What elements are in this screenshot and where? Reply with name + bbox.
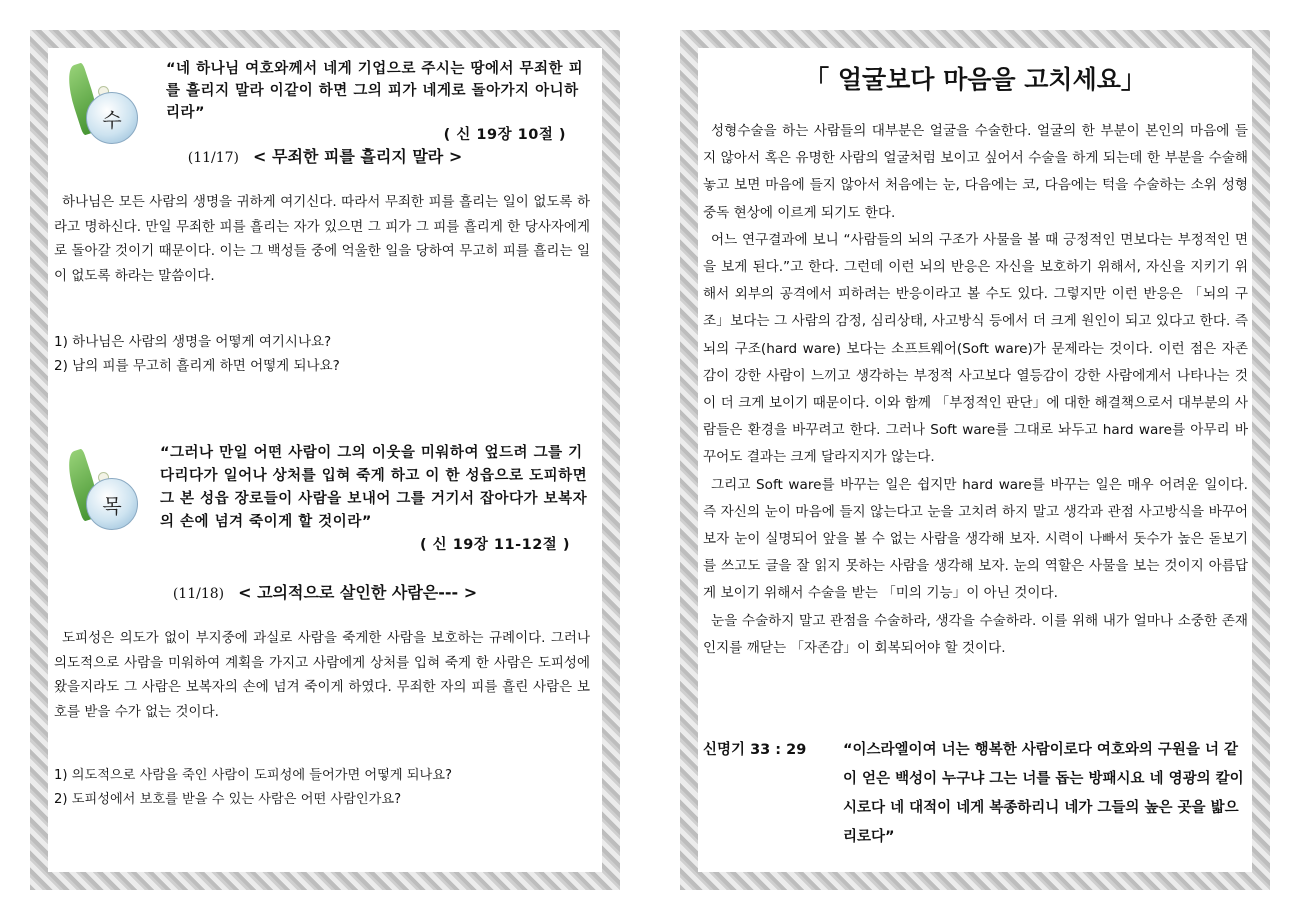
page-title: 「 얼굴보다 마음을 고치세요」 xyxy=(804,65,1146,94)
title-text: < 고의적으로 살인한 사람은--- > xyxy=(238,583,478,602)
left-page xyxy=(30,30,620,890)
right-page-content xyxy=(698,48,1252,872)
closing-verse-text: “이스라엘이여 너는 행복한 사람이로다 여호와의 구원을 너 같이 얻은 백성이 누구냐 그는 너를 돕는 방패시요 네 영광의 칼이시로다 네 대적이 네게 복종하리니 네가 그들의 높은 곳을 밟으리로다” xyxy=(843,742,1244,845)
closing-reference: 신명기 33 : 29 xyxy=(703,742,807,758)
question-item: 1) 의도적으로 사람을 죽인 사람이 도피성에 들어가면 어떻게 되나요? xyxy=(54,768,453,783)
devotion-body-1: 하나님은 모든 사람의 생명을 귀하게 여기신다. 따라서 무죄한 피를 흘리는 일이 없도록 하라고 명하신다. 만일 무죄한 피를 흘리는 자가 있으면 그 피가 그 피를 흘리게 한 당사자에게로 돌아갈 것이기 때문이다. 이는 그 백성들 중에 억울한 일을 당하여 무고히 피를 흘리는 일이 없도록 하라는 말씀이다. xyxy=(54,194,591,284)
lily-icon-friday xyxy=(62,450,142,535)
essay-body xyxy=(703,118,1248,662)
closing-verse xyxy=(703,736,1248,852)
section-title-1 xyxy=(48,144,602,167)
left-page-content xyxy=(48,48,602,872)
verse-reference: ( 신 19장 10절 ) xyxy=(443,127,566,143)
date-label: (11/18) xyxy=(172,586,225,602)
lily-icon-thursday xyxy=(62,64,142,149)
essay-paragraph: 눈을 수술하지 말고 관점을 수술하라, 생각을 수술하라. 이를 위해 내가 얼마나 소중한 존재인지를 깨닫는 「자존감」이 회복되어야 할 것이다. xyxy=(703,612,1248,656)
essay-paragraph: 어느 연구결과에 보니 “사람들의 뇌의 구조가 사물을 볼 때 긍정적인 면보다는 부정적인 면을 보게 된다.”고 한다. 그런데 이런 뇌의 반응은 자신을 보호하기 위해서, 자신을 지키기 위해서 외부의 공격에서 피하려는 반응이라고 볼 수도 있다. 그렇지만 이런 반응은 「뇌의 구조」보다는 그 사람의 감정, 심리상태, 사고방식 등에서 더 크게 원인이 되고 있다고 한다. 즉 뇌의 구조(hard ware) 보다는 소프트웨어(Soft ware)가 문제라는 것이다. 이런 점은 자존감이 강한 사람이 느끼고 생각하는 부정적 사고보다 열등감이 강한 사람에게서 나타나는 것이 더 크게 보이기 때문이다. 이와 함께 「부정적인 판단」에 대한 해결책으로서 대부분의 사람들은 환경을 바꾸려고 한다. 그러나 Soft ware를 그대로 놔두고 hard ware를 아무리 바꾸어도 결과는 크게 달라지지가 않는다. xyxy=(703,231,1248,466)
essay-paragraph: 그리고 Soft ware를 바꾸는 일은 쉽지만 hard ware를 바꾸는 일은 매우 어려운 일이다. 즉 자신의 눈이 마음에 들지 않는다고 눈을 고치려 하지 말고 생각과 관점 사고방식을 바꾸어 보자 눈이 실명되어 앞을 볼 수 없는 사람을 생각해 보자. 시력이 나빠서 돗수가 높은 돋보기를 쓰고도 글을 잘 읽지 못하는 사람을 생각해 보자. 눈의 역할은 사물을 보는 것이지 아름답게 보이기 위해서 수술을 받는 「미의 기능」이 아닌 것이다. xyxy=(703,476,1248,602)
section-title-2 xyxy=(48,580,602,603)
day-badge: 목 xyxy=(86,478,138,530)
date-label: (11/17) xyxy=(187,150,240,166)
question-item: 1) 하나님은 사람의 생명을 어떻게 여기시나요? xyxy=(54,334,332,350)
title-text: < 무죄한 피를 흘리지 말라 > xyxy=(253,147,463,166)
verse-text: “그러나 만일 어떤 사람이 그의 이웃을 미워하여 엎드려 그를 기다리다가 일어나 상처를 입혀 죽게 하고 이 한 성읍으로 도피하면 그 본 성읍 장로들이 사람을 보내어 그를 거기서 잡아다가 보복자의 손에 넘겨 죽이게 할 것이라” xyxy=(160,445,588,530)
question-item: 2) 도피성에서 보호를 받을 수 있는 사람은 어떤 사람인가요? xyxy=(54,792,402,807)
verse-block-1 xyxy=(166,58,586,146)
question-item: 2) 남의 피를 무고히 흘리게 하면 어떻게 되나요? xyxy=(54,358,340,374)
question-list-1 xyxy=(54,330,340,378)
question-list-2 xyxy=(54,764,452,812)
right-page xyxy=(680,30,1270,890)
verse-text: “네 하나님 여호와께서 네게 기업으로 주시는 땅에서 무죄한 피를 흘리지 말라 이같이 하면 그의 피가 네게로 돌아가지 아니하리라” xyxy=(166,61,584,121)
essay-paragraph: 성형수술을 하는 사람들의 대부분은 얼굴을 수술한다. 얼굴의 한 부분이 본인의 마음에 들지 않아서 혹은 유명한 사람의 얼굴처럼 보이고 싶어서 수술을 하게 되는데 한 부분을 수술해 놓고 보면 마음에 들지 않아서 처음에는 눈, 다음에는 코, 다음에는 턱을 수술하는 소위 성형중독 현상에 이르게 되기도 한다. xyxy=(703,123,1248,221)
verse-reference: ( 신 19장 11-12절 ) xyxy=(419,537,570,553)
day-badge: 수 xyxy=(86,92,138,144)
devotion-body-2: 도피성은 의도가 없이 부지중에 과실로 사람을 죽게한 사람을 보호하는 규례이다. 그러나 의도적으로 사람을 미워하여 계획을 가지고 사람에게 상처를 입혀 죽게 한 사람은 도피성에 왔을지라도 그 사람은 보복자의 손에 넘겨 죽이게 하였다. 무죄한 자의 피를 흘린 사람은 보호를 받을 수가 없는 것이다. xyxy=(54,630,590,720)
verse-block-2 xyxy=(160,442,590,557)
